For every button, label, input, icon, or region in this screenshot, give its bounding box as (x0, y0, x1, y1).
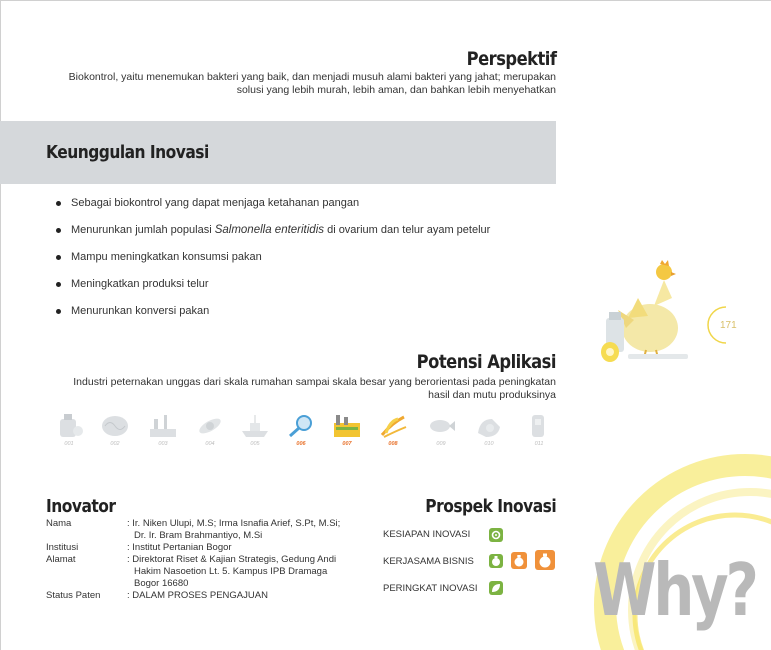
keunggulan-list (56, 197, 490, 332)
leaf-icon (489, 581, 503, 595)
sector-icons (50, 413, 560, 453)
alamat-row-3: Bogor 16680 (134, 578, 189, 589)
perspektif-line-1: Biokontrol, yaitu menemukan bakteri yang baik, dan menjadi musuh alami bakteri yang jahat; merupakan (68, 71, 556, 83)
list-item: Sebagai biokontrol yang dapat menjaga ketahanan pangan (56, 197, 490, 224)
sector-008: 008 (376, 413, 410, 447)
bullet-icon (56, 201, 61, 206)
list-item: Meningkatkan produksi telur (56, 278, 490, 305)
bullet-icon (56, 228, 61, 233)
hen-illustration (598, 258, 698, 368)
inovator-details (46, 518, 357, 602)
potensi-title: Potensi Aplikasi (416, 351, 556, 373)
grain-icon (378, 413, 408, 439)
magnifier-icon (286, 413, 316, 439)
satellite-icon (195, 413, 225, 439)
sector-006: 006 (284, 413, 318, 447)
moneybag-icon (535, 550, 555, 570)
alamat-row: Alamat : Direktorat Riset & Kajian Strategis, Gedung Andi (46, 554, 337, 565)
nama-row-2: Dr. Ir. Bram Brahmantiyo, M.Si (134, 530, 263, 541)
alamat-row-2: Hakim Nasoetion Lt. 5. Kampus IPB Dramaga (134, 566, 328, 577)
sector-002: 002 (98, 413, 132, 447)
sector-001: 001 (52, 413, 86, 447)
bullet-icon (56, 282, 61, 287)
pill-icon (524, 413, 554, 439)
paten-row: Status Paten : DALAM PROSES PENGAJUAN (46, 590, 268, 601)
sector-009: 009 (424, 413, 458, 447)
potensi-text (40, 376, 556, 402)
list-item: Menurunkan jumlah populasi Salmonella enteritidis di ovarium dan telur ayam petelur (56, 224, 490, 251)
prospek-title: Prospek Inovasi (425, 496, 556, 517)
bottle-icon (54, 413, 84, 439)
gear-icon (489, 528, 503, 542)
list-item: Mampu meningkatkan konsumsi pakan (56, 251, 490, 278)
bullet-icon (56, 255, 61, 260)
sector-005: 005 (238, 413, 272, 447)
sector-010: 010 (472, 413, 506, 447)
species-name: Salmonella enteritidis (214, 224, 325, 236)
factory-icon (332, 413, 362, 439)
inovator-title: Inovator (46, 496, 116, 517)
potensi-line-2: hasil dan mutu produksinya (428, 389, 556, 401)
perspektif-text (40, 71, 556, 97)
perspektif-title: Perspektif (466, 48, 556, 70)
moneybag-icon (511, 552, 527, 569)
perspektif-line-2: solusi yang lebih murah, lebih aman, dan bahkan lebih menyehatkan (236, 84, 556, 96)
peringkat-label: PERINGKAT INOVASI (383, 583, 478, 594)
keunggulan-title: Keunggulan Inovasi (46, 142, 209, 163)
ship-icon (240, 413, 270, 439)
moneybag-icon (489, 554, 503, 568)
potensi-line-1: Industri peternakan unggas dari skala rumahan sampai skala besar yang berorientasi pada peningkatan (73, 376, 556, 388)
lab-icon (148, 413, 178, 439)
fish-icon (426, 413, 456, 439)
nama-row: Nama : Ir. Niken Ulupi, M.S; Irma Isnafia Arief, S.Pt, M.Si; (46, 518, 341, 529)
brain-icon (100, 413, 130, 439)
sector-004: 004 (193, 413, 227, 447)
kerjasama-label: KERJASAMA BISNIS (383, 556, 474, 567)
list-item: Menurunkan konversi pakan (56, 305, 490, 332)
bullet-icon (56, 309, 61, 314)
why-watermark: Why? (593, 548, 756, 632)
sector-007: 007 (330, 413, 364, 447)
kesiapan-label: KESIAPAN INOVASI (383, 529, 471, 540)
sector-003: 003 (146, 413, 180, 447)
page-number: 171 (720, 320, 737, 331)
institusi-row: Institusi : Institut Pertanian Bogor (46, 542, 232, 553)
sector-011: 011 (522, 413, 556, 447)
recycle-icon (474, 413, 504, 439)
